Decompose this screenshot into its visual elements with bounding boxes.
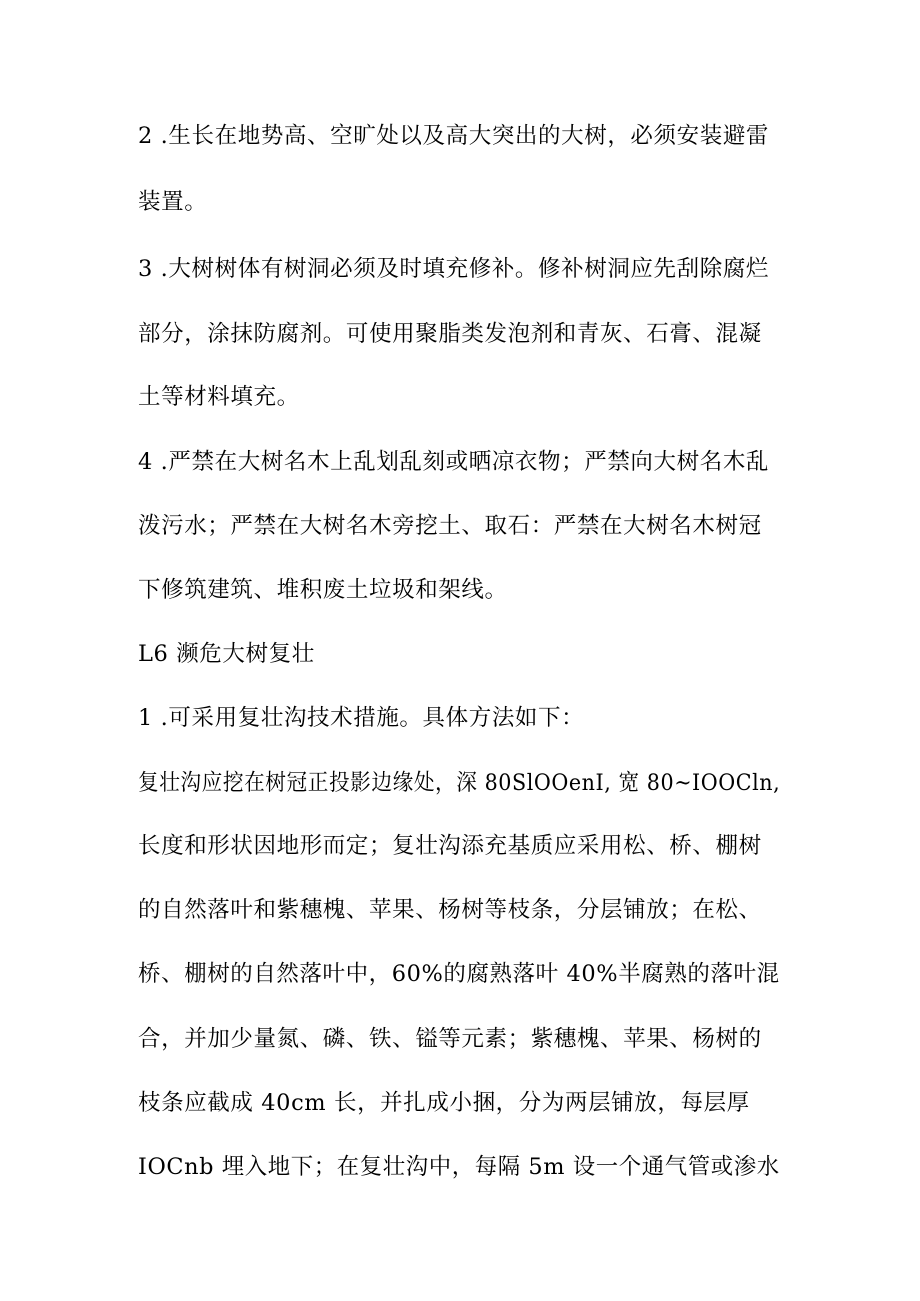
text-line: IOCnb 埋入地下；在复壮沟中，每隔 5m 设一个通气管或渗水 <box>138 1154 780 1180</box>
text-line: 装置。 <box>138 189 208 215</box>
text-line: 泼污水；严禁在大树名木旁挖土、取石：严禁在大树名木树冠 <box>138 513 762 539</box>
section-heading: L6 濒危大树复壮 <box>138 641 315 667</box>
text-line: 复壮沟应挖在树冠正投影边缘处，深 80SlOOenI, 宽 80~IOOCln, <box>138 770 781 796</box>
text-line: 枝条应截成 40cm 长，并扎成小捆，分为两层铺放，每层厚 <box>138 1090 750 1116</box>
text-line: 3 .大树树体有树洞必须及时填充修补。修补树洞应先刮除腐烂 <box>138 256 770 282</box>
text-line: 桥、棚树的自然落叶中，60%的腐熟落叶 40%半腐熟的落叶混 <box>138 961 780 987</box>
text-line: 下修筑建筑、堆积废土垃圾和架线。 <box>138 577 508 603</box>
text-line: 长度和形状因地形而定；复壮沟添充基质应采用松、桥、棚树 <box>138 833 762 859</box>
text-line: 2 .生长在地势高、空旷处以及高大突出的大树，必须安装避雷 <box>138 123 770 149</box>
text-line: 土等材料填充。 <box>138 384 300 410</box>
text-line: 4 .严禁在大树名木上乱划乱刻或晒凉衣物；严禁向大树名木乱 <box>138 449 770 475</box>
text-line: 1 .可采用复壮沟技术措施。具体方法如下： <box>138 705 585 731</box>
text-line: 部分，涂抹防腐剂。可使用聚脂类发泡剂和青灰、石膏、混凝 <box>138 321 762 347</box>
text-line: 合，并加少量氮、磷、铁、镒等元素；紫穗槐、苹果、杨树的 <box>138 1026 762 1052</box>
text-line: 的自然落叶和紫穗槐、苹果、杨树等枝条，分层铺放；在松、 <box>138 897 762 923</box>
